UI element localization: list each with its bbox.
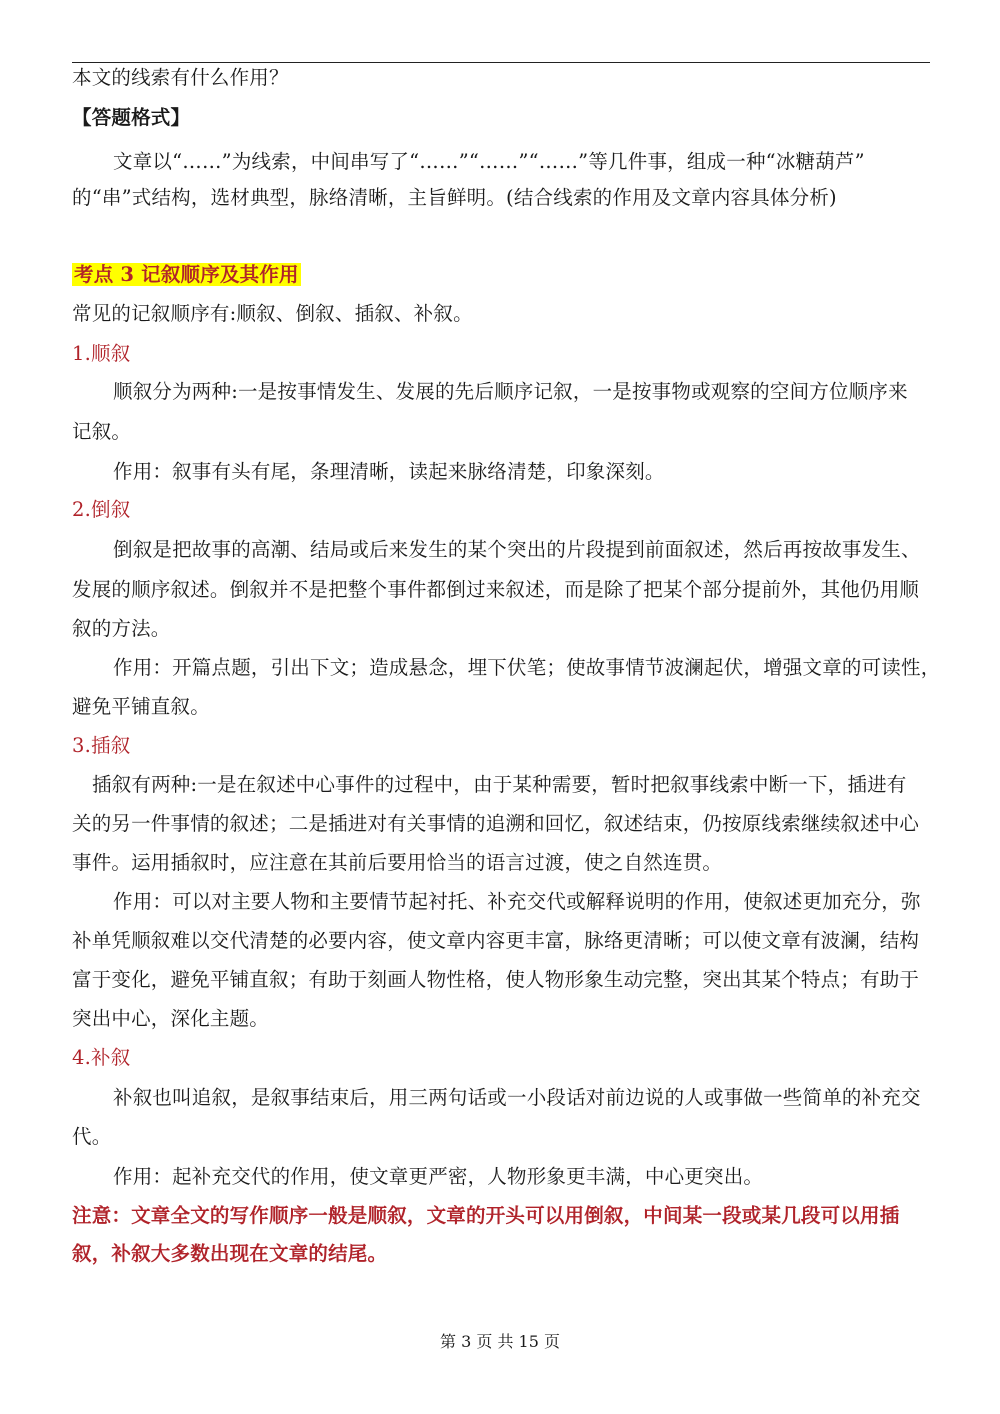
subheading-buxu: 4.补叙: [72, 1046, 131, 1069]
effect-line: 补单凭顺叙难以交代清楚的必要内容，使文章内容更丰富，脉络更清晰；可以使文章有波澜，结构: [72, 929, 920, 952]
note-line: 叙，补叙大多数出现在文章的结尾。: [72, 1242, 388, 1265]
body-line: 补叙也叫追叙，是叙事结束后，用三两句话或一小段话对前边说的人或事做一些简单的补充交: [113, 1086, 921, 1109]
body-line: 发展的顺序叙述。倒叙并不是把整个事件都倒过来叙述，而是除了把某个部分提前外，其他仍用顺: [72, 578, 920, 601]
note-line: 注意：文章全文的写作顺序一般是顺叙，文章的开头可以用倒叙，中间某一段或某几段可以用插: [72, 1204, 900, 1227]
answer-format-label: 【答题格式】: [72, 106, 191, 129]
body-line: 事件。运用插叙时，应注意在其前后要用恰当的语言过渡，使之自然连贯。: [72, 851, 723, 874]
body-line: 插叙有两种:一是在叙述中心事件的过程中，由于某种需要，暂时把叙事线索中断一下，插进有: [92, 773, 907, 796]
body-line: 关的另一件事情的叙述；二是插进对有关事情的追溯和回忆，叙述结束，仍按原线索继续叙述中心: [72, 812, 920, 835]
subheading-chaxu: 3.插叙: [72, 734, 131, 757]
section-title-text: 考点 3 记叙顺序及其作用: [74, 263, 299, 286]
answer-format-line: 的“串”式结构，选材典型，脉络清晰，主旨鲜明。(结合线索的作用及文章内容具体分析): [72, 186, 837, 209]
body-line: 顺叙分为两种:一是按事情发生、发展的先后顺序记叙，一是按事物或观察的空间方位顺序来: [113, 380, 908, 403]
body-line: 倒叙是把故事的高潮、结局或后来发生的某个突出的片段提到前面叙述，然后再按故事发生、: [113, 538, 921, 561]
body-line: 代。: [72, 1125, 112, 1148]
effect-line: 富于变化，避免平铺直叙；有助于刻画人物性格，使人物形象生动完整，突出其某个特点；有助于: [72, 968, 920, 991]
subheading-daoxu: 2.倒叙: [72, 498, 131, 521]
answer-format-line: 文章以“……”为线索，中间串写了“……”“……”“……”等几件事，组成一种“冰糖葫芦”: [113, 150, 865, 173]
effect-line: 突出中心，深化主题。: [72, 1007, 270, 1030]
section-intro: 常见的记叙顺序有:顺叙、倒叙、插叙、补叙。: [72, 302, 473, 325]
question-text: 本文的线索有什么作用？: [72, 66, 289, 89]
effect-line: 避免平铺直叙。: [72, 695, 210, 718]
effect-line: 作用：起补充交代的作用，使文章更严密，人物形象更丰满，中心更突出。: [113, 1165, 764, 1188]
body-line: 记叙。: [72, 420, 132, 443]
effect-line: 作用：可以对主要人物和主要情节起衬托、补充交代或解释说明的作用，使叙述更加充分，弥: [113, 890, 921, 913]
section-title: [72, 255, 932, 295]
effect-line: 作用：叙事有头有尾，条理清晰，读起来脉络清楚，印象深刻。: [113, 460, 665, 483]
effect-line: 作用：开篇点题，引出下文；造成悬念，埋下伏笔；使故事情节波澜起伏，增强文章的可读性，: [113, 656, 941, 679]
page-footer: 第 3 页 共 15 页: [440, 1332, 560, 1351]
subheading-shunxu: 1.顺叙: [72, 342, 131, 365]
body-line: 叙的方法。: [72, 617, 171, 640]
